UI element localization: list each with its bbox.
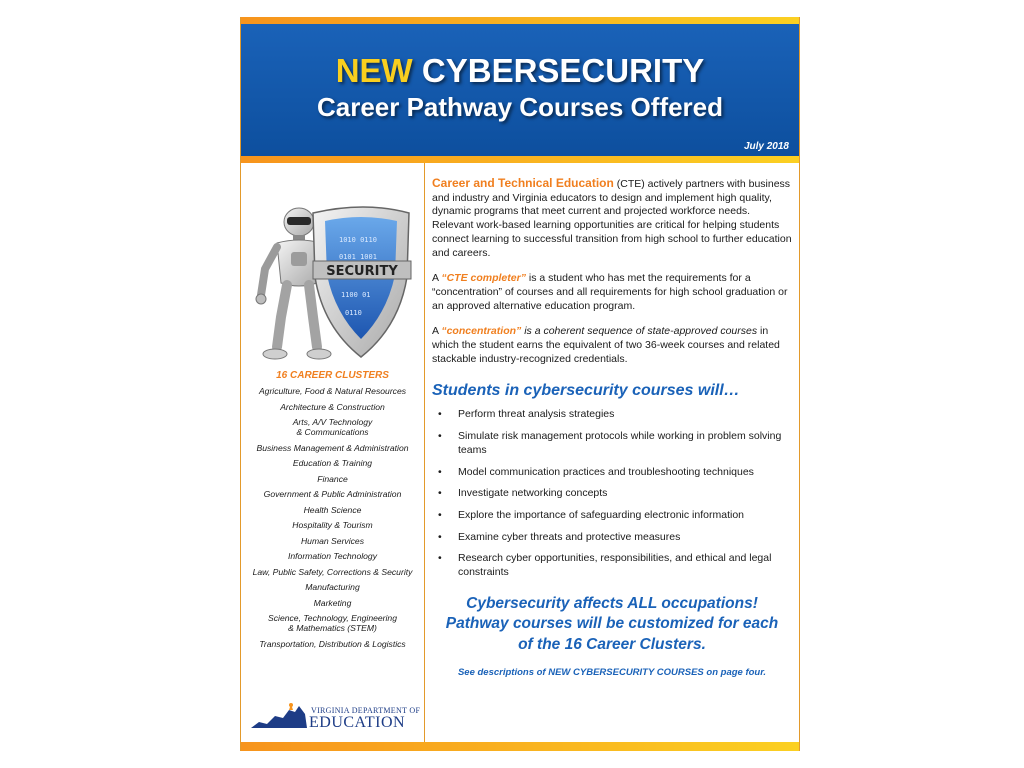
publication-date: July 2018 <box>743 141 789 152</box>
virginia-map-icon <box>249 702 309 732</box>
concentration-term: “concentration” <box>441 325 522 338</box>
robot-with-shield-icon <box>247 197 417 367</box>
clusters-title: 16 CAREER CLUSTERS <box>276 370 389 381</box>
shield-security-text: SECURITY <box>326 264 398 279</box>
cte-text: (CTE) actively partners with business and industry and Virginia educators to design and implement high quality, dynamic programs that meet current and projected workforce needs. Relevant work-based learning opportunities are critical for helping students connect learning to successful transition from high school to further education and careers. <box>432 178 792 259</box>
flyer-page <box>240 17 800 751</box>
cte-paragraph <box>432 177 792 260</box>
completer-pre: A <box>432 272 442 285</box>
bullet-item: • Model communication practices and troubleshooting techniques <box>438 466 792 480</box>
header-banner <box>241 24 799 156</box>
cluster-item: Transportation, Distribution & Logistics <box>259 638 406 649</box>
cluster-item: Human Services <box>300 535 365 546</box>
cluster-line: & Communications <box>296 427 369 437</box>
concentration-italic: is a coherent sequence of state-approved courses <box>521 325 758 338</box>
callout-line: Pathway courses will be customized for each <box>445 615 779 633</box>
svg-text:1010 0110: 1010 0110 <box>339 236 377 244</box>
bullet-item: • Investigate networking concepts <box>438 487 792 501</box>
svg-text:0101 1001: 0101 1001 <box>339 253 377 261</box>
bullet-item: • Perform threat analysis strategies <box>438 408 792 422</box>
page-subtitle: Career Pathway Courses Offered <box>316 92 724 122</box>
career-clusters-list <box>241 386 424 654</box>
callout-line: Cybersecurity affects ALL occupations! <box>466 594 758 612</box>
cluster-item: Hospitality & Tourism <box>292 520 373 530</box>
main-column <box>432 177 792 678</box>
logo-small-text: VIRGINIA DEPARTMENT OF <box>311 706 421 715</box>
cte-lead: Career and Technical Education <box>432 176 614 190</box>
column-divider <box>424 163 425 742</box>
callout-line: of the 16 Career Clusters. <box>518 635 706 653</box>
concentration-paragraph <box>432 325 792 366</box>
cluster-item <box>241 417 424 437</box>
cluster-item: Finance <box>317 473 348 484</box>
mid-stripe <box>241 156 799 163</box>
completer-text: is a student who has met the requirements for a “concentration” of courses and all requirements for high school graduation or an approved alternative education program. <box>432 272 788 312</box>
cluster-line: & Mathematics (STEM) <box>288 623 377 633</box>
cluster-item: Manufacturing <box>305 582 360 592</box>
cluster-item: Architecture & Construction <box>280 401 385 412</box>
cluster-line: Arts, A/V Technology <box>292 417 373 427</box>
cluster-item: Agriculture, Food & Natural Resources <box>258 386 407 396</box>
students-bullet-list <box>432 408 792 579</box>
cluster-item <box>241 613 424 633</box>
see-descriptions-note: See descriptions of NEW CYBERSECURITY COURSES on page four. <box>457 667 767 679</box>
students-heading: Students in cybersecurity courses will… <box>432 382 740 400</box>
cluster-item: Business Management & Administration <box>256 442 409 453</box>
bullet-item: • Examine cyber threats and protective measures <box>438 531 792 545</box>
bullet-item: • Simulate risk management protocols while working in problem solving teams <box>438 430 792 457</box>
concentration-text: in which the student earns the equivalent of two 36-week courses and related stackable industry-recognized credentials. <box>432 325 780 365</box>
bottom-stripe <box>241 742 799 751</box>
title-cybersecurity: CYBERSECURITY <box>421 52 705 89</box>
page-title <box>241 52 799 90</box>
concentration-pre: A <box>432 325 442 338</box>
cluster-item: Marketing <box>313 597 352 608</box>
svg-text:1100 01: 1100 01 <box>341 291 371 299</box>
cluster-item: Law, Public Safety, Corrections & Security <box>252 566 413 577</box>
cluster-item: Information Technology <box>287 551 378 561</box>
cluster-item: Government & Public Administration <box>263 489 402 499</box>
bullet-item: • Explore the importance of safeguarding electronic information <box>438 509 792 523</box>
cluster-item: Health Science <box>303 504 362 515</box>
title-new: NEW <box>335 52 413 89</box>
completer-paragraph <box>432 272 792 313</box>
logo-big-text: EDUCATION <box>309 714 406 731</box>
completer-term: “CTE completer” <box>441 272 526 285</box>
cluster-item: Education & Training <box>292 458 373 468</box>
bullet-item: • Research cyber opportunities, responsibilities, and ethical and legal constraints <box>438 552 792 579</box>
cluster-line: Science, Technology, Engineering <box>268 613 397 623</box>
callout <box>432 594 792 656</box>
top-stripe <box>241 17 799 24</box>
vdoe-logo <box>249 700 421 734</box>
svg-text:0110: 0110 <box>345 309 362 317</box>
